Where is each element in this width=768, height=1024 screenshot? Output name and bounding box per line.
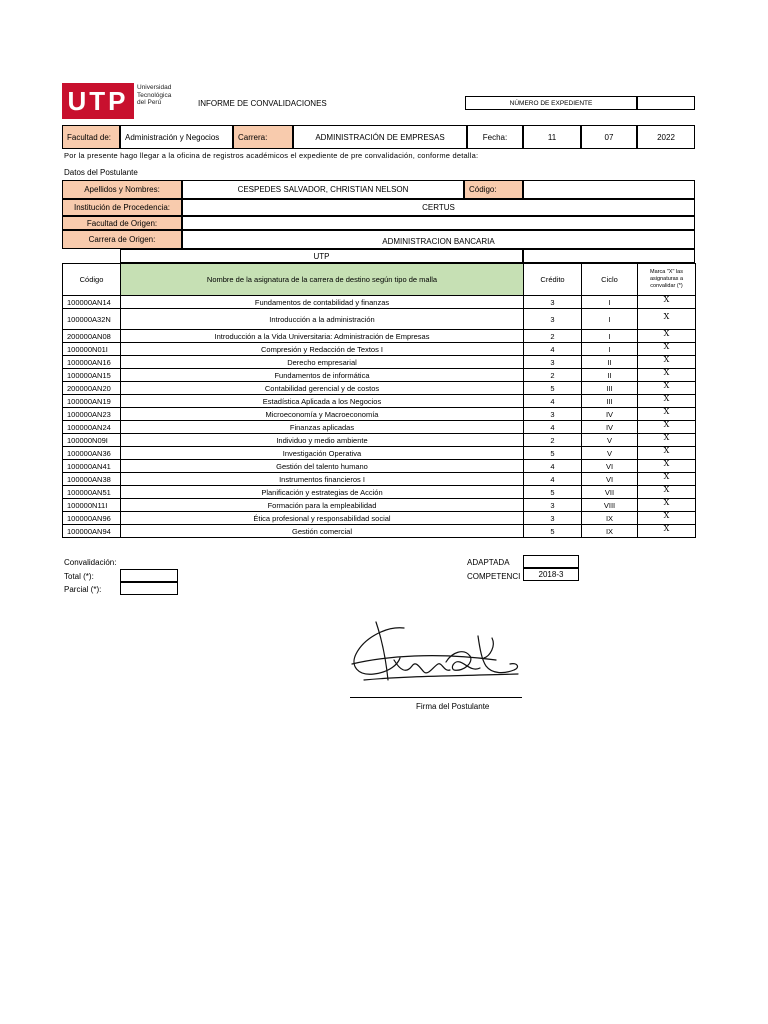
course-name: Contabilidad gerencial y de costos [121,382,524,395]
convalidation-mark[interactable] [638,525,696,538]
convalidation-mark[interactable] [638,512,696,525]
course-cycle: V [582,434,638,447]
course-cycle: I [582,343,638,356]
course-name: Gestión del talento humano [121,460,524,473]
course-name: Gestión comercial [121,525,524,538]
firma-label: Firma del Postulante [416,702,490,711]
course-code: 100000AN51 [63,486,121,499]
adaptada-label: ADAPTADA [467,558,510,567]
course-name: Ética profesional y responsabilidad social [121,512,524,525]
table-group-header: UTP [120,249,523,263]
university-name [137,84,177,107]
facultad-label: Facultad de: [62,125,120,149]
fecha-day[interactable]: 11 [523,125,581,149]
table-row [63,460,696,473]
expediente-field[interactable] [637,96,695,110]
expediente-label: NÚMERO DE EXPEDIENTE [465,96,637,110]
course-code: 100000AN94 [63,525,121,538]
convalidation-mark[interactable] [638,395,696,408]
intro-text: Por la presente hago llegar a la oficina de registros académicos el expediente de pre convalidación, conforme detalla: [64,151,479,160]
course-credits: 4 [524,421,582,434]
table-row [63,486,696,499]
convalidation-mark[interactable] [638,356,696,369]
codigo-value[interactable] [523,180,695,199]
total-label: Total (*): [64,572,94,581]
course-credits: 5 [524,525,582,538]
course-cycle: V [582,447,638,460]
utp-logo [62,83,134,119]
course-code: 100000A32N [63,309,121,330]
nombres-label: Apellidos y Nombres: [62,180,182,199]
table-row [63,512,696,525]
x-mark: X [663,295,670,304]
table-row [63,421,696,434]
x-mark: X [663,498,670,507]
course-name: Instrumentos financieros I [121,473,524,486]
header-marca: Marca "X" las asignaturas a convalidar (*) [638,264,696,296]
course-cycle: I [582,309,638,330]
facultad-value[interactable]: Administración y Negocios [120,125,233,149]
course-code: 100000N09I [63,434,121,447]
convalidation-mark[interactable] [638,408,696,421]
x-mark: X [663,524,670,533]
course-cycle: VI [582,473,638,486]
course-credits: 3 [524,408,582,421]
course-code: 100000AN36 [63,447,121,460]
course-credits: 3 [524,512,582,525]
course-cycle: VII [582,486,638,499]
table-row [63,434,696,447]
x-mark: X [663,368,670,377]
table-header-row [63,264,696,296]
logo-line: Universidad [137,84,172,91]
codigo-label: Código: [464,180,523,199]
table-row [63,408,696,421]
course-credits: 3 [524,499,582,512]
x-mark: X [663,329,670,338]
x-mark: X [663,485,670,494]
convalidation-mark[interactable] [638,421,696,434]
table-row [63,330,696,343]
competencia-field[interactable]: 2018-3 [523,568,579,581]
carrera-label: Carrera: [233,125,293,149]
parcial-label: Parcial (*): [64,585,102,594]
x-mark: X [663,433,670,442]
course-code: 100000AN16 [63,356,121,369]
course-name: Estadística Aplicada a los Negocios [121,395,524,408]
course-cycle: II [582,369,638,382]
course-credits: 4 [524,460,582,473]
facultad-origen-label: Facultad de Origen: [62,216,182,230]
course-cycle: VIII [582,499,638,512]
course-code: 100000AN15 [63,369,121,382]
course-name: Finanzas aplicadas [121,421,524,434]
course-credits: 2 [524,369,582,382]
course-code: 100000AN14 [63,296,121,309]
convalidation-mark[interactable] [638,382,696,395]
course-credits: 5 [524,447,582,460]
course-name: Individuo y medio ambiente [121,434,524,447]
course-name: Introducción a la administración [121,309,524,330]
convalidation-mark[interactable] [638,486,696,499]
x-mark: X [663,355,670,364]
course-code: 100000AN24 [63,421,121,434]
course-code: 100000AN41 [63,460,121,473]
x-mark: X [663,459,670,468]
total-field[interactable] [120,569,178,582]
report-title: INFORME DE CONVALIDACIONES [198,99,327,108]
convalidation-mark[interactable] [638,343,696,356]
course-cycle: IX [582,525,638,538]
x-mark: X [663,394,670,403]
fecha-year[interactable]: 2022 [637,125,695,149]
section-title-postulante: Datos del Postulante [64,168,138,177]
course-cycle: IV [582,421,638,434]
table-row [63,296,696,309]
fecha-label: Fecha: [467,125,523,149]
convalidation-mark[interactable] [638,447,696,460]
course-cycle: III [582,395,638,408]
course-cycle: I [582,330,638,343]
adaptada-field[interactable] [523,555,579,568]
course-credits: 5 [524,486,582,499]
parcial-field[interactable] [120,582,178,595]
table-row [63,343,696,356]
courses-table [62,263,696,538]
table-row [63,499,696,512]
course-code: 100000AN19 [63,395,121,408]
x-mark: X [663,407,670,416]
course-credits: 4 [524,473,582,486]
course-credits: 3 [524,309,582,330]
course-code: 100000AN38 [63,473,121,486]
convalidation-mark[interactable] [638,434,696,447]
convalidation-mark[interactable] [638,473,696,486]
carrera-value[interactable]: ADMINISTRACIÓN DE EMPRESAS [293,125,467,149]
course-code: 200000AN08 [63,330,121,343]
convalidation-mark[interactable] [638,499,696,512]
table-row [63,473,696,486]
course-cycle: II [582,356,638,369]
course-credits: 2 [524,434,582,447]
course-name: Compresión y Redacción de Textos I [121,343,524,356]
course-name: Planificación y estrategias de Acción [121,486,524,499]
x-mark: X [663,472,670,481]
course-name: Investigación Operativa [121,447,524,460]
convalidation-mark[interactable] [638,330,696,343]
course-code: 100000N01I [63,343,121,356]
table-group-header-blank [523,249,695,263]
x-mark: X [663,342,670,351]
convalidacion-label: Convalidación: [64,558,117,567]
header-credito: Crédito [524,264,582,296]
header-ciclo: Ciclo [582,264,638,296]
course-credits: 4 [524,343,582,356]
course-name: Introducción a la Vida Universitaria: Administración de Empresas [121,330,524,343]
header-nombre: Nombre de la asignatura de la carrera de destino según tipo de malla [121,264,524,296]
utp-logo-mark: UTP [67,85,129,116]
x-mark: X [663,381,670,390]
convalidation-mark[interactable] [638,460,696,473]
table-row [63,356,696,369]
carrera-origen-value[interactable]: ADMINISTRACION BANCARIA [182,230,695,249]
convalidation-mark[interactable] [638,369,696,382]
course-credits: 4 [524,395,582,408]
table-row [63,447,696,460]
course-cycle: I [582,296,638,309]
x-mark: X [663,420,670,429]
table-row [63,382,696,395]
handwritten-signature [346,616,526,696]
course-cycle: IV [582,408,638,421]
table-row [63,369,696,382]
x-mark: X [663,311,670,321]
signature-line [350,697,522,698]
course-cycle: VI [582,460,638,473]
course-cycle: IX [582,512,638,525]
course-code: 100000AN23 [63,408,121,421]
course-name: Fundamentos de contabilidad y finanzas [121,296,524,309]
course-name: Microeconomía y Macroeconomía [121,408,524,421]
header-codigo: Código [63,264,121,296]
x-mark: X [663,511,670,520]
institucion-label: Institución de Procedencia: [62,199,182,216]
logo-line: Tecnológica [137,91,172,99]
course-name: Derecho empresarial [121,356,524,369]
fecha-month[interactable]: 07 [581,125,637,149]
table-row [63,395,696,408]
course-credits: 2 [524,330,582,343]
convalidation-mark[interactable] [638,309,696,330]
facultad-origen-value[interactable] [182,216,695,230]
course-code: 200000AN20 [63,382,121,395]
institucion-value[interactable]: CERTUS [182,199,695,216]
competencia-label: COMPETENCI [467,572,521,581]
course-credits: 3 [524,296,582,309]
course-name: Formación para la empleabilidad [121,499,524,512]
course-credits: 5 [524,382,582,395]
course-name: Fundamentos de informática [121,369,524,382]
course-code: 100000N11I [63,499,121,512]
course-cycle: III [582,382,638,395]
x-mark: X [663,446,670,455]
carrera-origen-label: Carrera de Origen: [62,230,182,249]
course-code: 100000AN96 [63,512,121,525]
course-credits: 3 [524,356,582,369]
table-row [63,309,696,330]
table-row [63,525,696,538]
logo-line: del Perú [137,99,162,106]
nombres-value[interactable]: CESPEDES SALVADOR, CHRISTIAN NELSON [182,180,464,199]
convalidation-mark[interactable] [638,296,696,309]
